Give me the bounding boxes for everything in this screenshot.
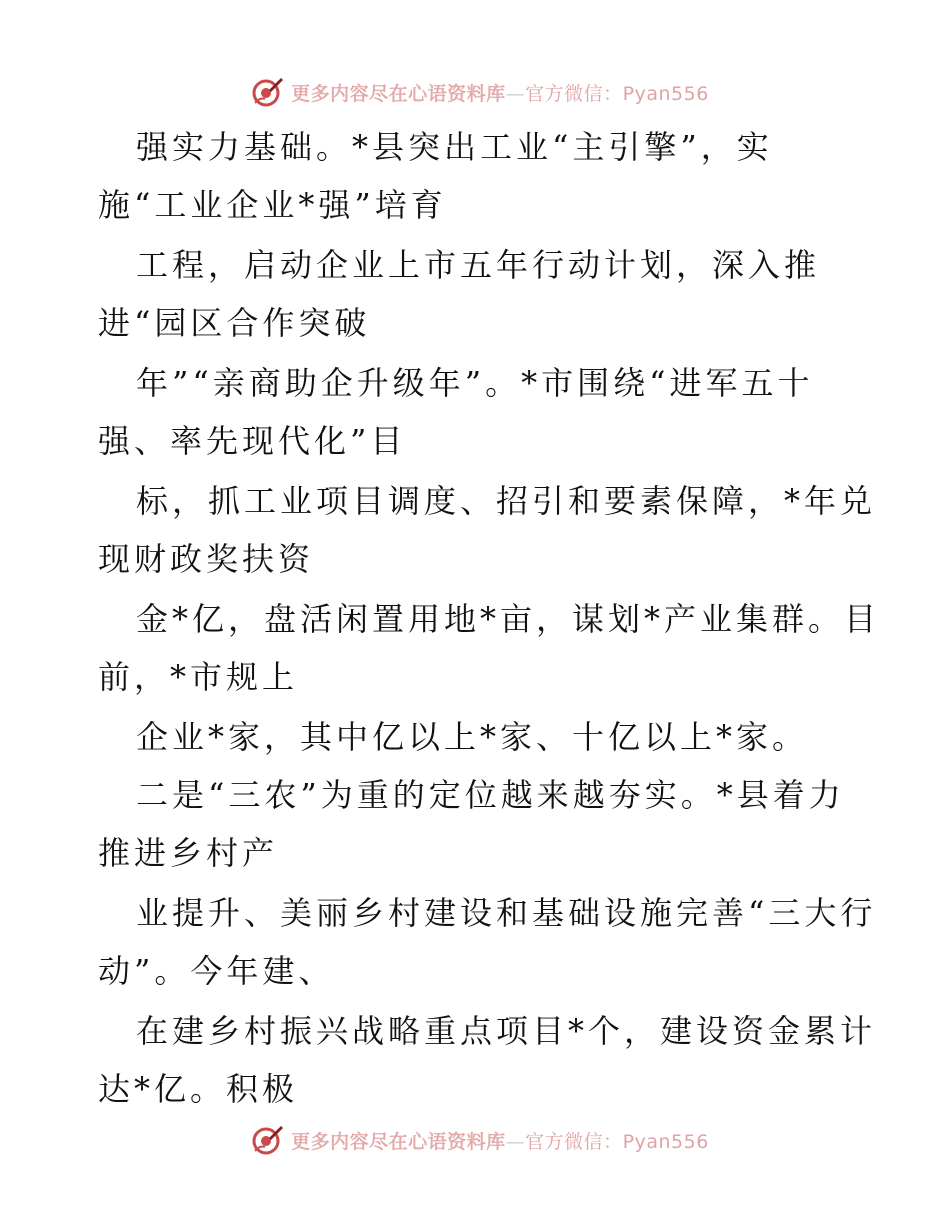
watermark-separator: — xyxy=(505,1130,526,1153)
text-line: 现财政奖扶资 xyxy=(98,540,315,578)
text-line: 进“园区合作突破 xyxy=(98,304,371,342)
watermark-brand: 更多内容尽在心语资料库 xyxy=(291,82,506,105)
watermark-brand: 更多内容尽在心语资料库 xyxy=(291,1130,506,1153)
text-line: 强、率先现代化”目 xyxy=(98,422,407,460)
text-line: 二是“三农”为重的定位越来越夯实。*县着力 xyxy=(136,776,845,814)
text-line: 工程，启动企业上市五年行动计划，深入推 xyxy=(136,246,821,284)
watermark-group xyxy=(251,1123,709,1157)
text-line: 强实力基础。*县突出工业“主引擎”，实 xyxy=(136,128,773,166)
text-line: 施“工业企业*强”培育 xyxy=(98,186,447,224)
watermark-text xyxy=(291,79,709,106)
watermark-text xyxy=(291,1127,709,1154)
text-line: 业提升、美丽乡村建设和基础设施完善“三大行 xyxy=(136,894,877,932)
text-line: 金*亿，盘活闲置用地*亩，谋划*产业集群。目 xyxy=(136,600,881,638)
text-line: 达*亿。积极 xyxy=(98,1070,299,1108)
watermark-group xyxy=(251,75,709,109)
watermark-footer xyxy=(0,1120,950,1160)
pen-logo-icon xyxy=(251,1123,285,1157)
text-line: 动”。今年建、 xyxy=(98,952,335,990)
text-line: 推进乡村产 xyxy=(98,834,279,872)
watermark-separator: — xyxy=(505,82,526,105)
pen-logo-icon xyxy=(251,75,285,109)
text-line: 年”“亲商助企升级年”。*市围绕“进军五十 xyxy=(136,364,814,402)
text-line: 前，*市规上 xyxy=(98,658,299,696)
text-line: 企业*家，其中亿以上*家、十亿以上*家。 xyxy=(136,718,809,756)
watermark-header xyxy=(0,72,950,112)
watermark-account: 官方微信：Pyan556 xyxy=(525,82,709,105)
text-line: 在建乡村振兴战略重点项目*个，建设资金累计 xyxy=(136,1012,877,1050)
watermark-account: 官方微信：Pyan556 xyxy=(525,1130,709,1153)
text-line: 标，抓工业项目调度、招引和要素保障，*年兑 xyxy=(136,482,877,520)
